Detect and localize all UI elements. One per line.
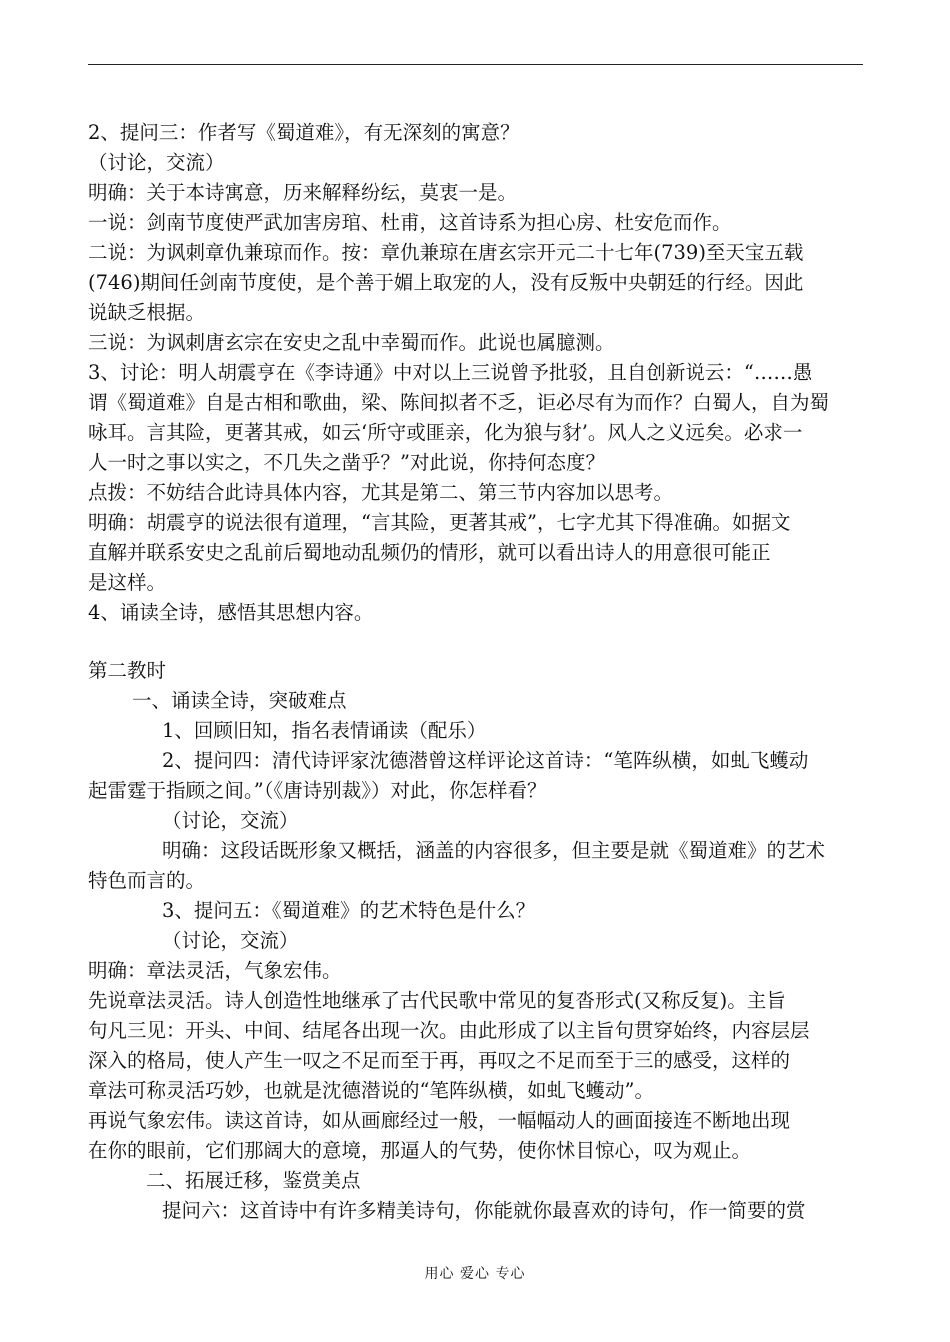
- text-line: 深入的格局，使人产生一叹之不足而至于再，再叹之不足而至于三的感受，这样的: [88, 1049, 791, 1072]
- text-line: 咏耳。言其险，更著其戒，如云‘所守或匪亲，化为狼与豺’。风人之义远矣。必求一: [88, 421, 803, 444]
- text-line: 第二教时: [88, 659, 167, 682]
- text-line: 二、拓展迁移，鉴赏美点: [146, 1169, 361, 1192]
- text-line: 特色而言的。: [88, 869, 206, 892]
- text-line: (746)期间任剑南节度使，是个善于媚上取宠的人，没有反叛中央朝廷的行经。因此: [88, 271, 804, 294]
- text-line: 明确：这段话既形象又概括，涵盖的内容很多，但主要是就《蜀道难》的艺术: [162, 839, 826, 862]
- text-line: 谓《蜀道难》自是古相和歌曲，梁、陈间拟者不乏，讵必尽有为而作？白蜀人，自为蜀: [88, 391, 830, 414]
- text-line: 二说：为讽刺章仇兼琼而作。按：章仇兼琼在唐玄宗开元二十七年(739)至天宝五载: [88, 241, 804, 264]
- text-line: 三说：为讽刺唐玄宗在安史之乱中幸蜀而作。此说也属臆测。: [88, 331, 615, 354]
- header-rule: [88, 64, 863, 65]
- text-line: 直解并联系安史之乱前后蜀地动乱频仍的情形，就可以看出诗人的用意很可能正: [88, 541, 771, 564]
- text-line: 一、诵读全诗，突破难点: [132, 689, 347, 712]
- text-line: 句凡三见：开头、中间、结尾各出现一次。由此形成了以主旨句贯穿始终，内容层层: [88, 1019, 810, 1042]
- document-body: [88, 118, 866, 1226]
- text-line: 一说：剑南节度使严武加害房琯、杜甫，这首诗系为担心房、杜安危而作。: [88, 211, 732, 234]
- page-footer: 用心 爱心 专心: [424, 1266, 526, 1282]
- text-line: （讨论，交流）: [162, 809, 299, 832]
- text-line: 人一时之事以实之，不几失之凿乎？”对此说，你持何态度？: [88, 451, 605, 474]
- text-line: （讨论，交流）: [88, 151, 225, 174]
- text-line: （讨论，交流）: [162, 929, 299, 952]
- text-line: 2、提问四：清代诗评家沈德潜曾这样评论这首诗：“笔阵纵横，如虬飞蠖动: [162, 749, 809, 772]
- text-line: 1、回顾旧知，指名表情诵读（配乐）: [162, 719, 487, 742]
- text-line: 2、提问三：作者写《蜀道难》，有无深刻的寓意？: [88, 121, 520, 144]
- text-line: 说缺乏根据。: [88, 301, 206, 324]
- text-line: 明确：关于本诗寓意，历来解释纷纭，莫衷一是。: [88, 181, 518, 204]
- text-line: 在你的眼前，它们那阔大的意境，那逼人的气势，使你怵目惊心，叹为观止。: [88, 1139, 752, 1162]
- text-line: 3、讨论：明人胡震亨在《李诗通》中对以上三说曾予批驳，且自创新说云：“……愚: [88, 361, 813, 384]
- text-line: 4、诵读全诗，感悟其思想内容。: [88, 601, 374, 624]
- text-line: 3、提问五：《蜀道难》的艺术特色是什么？: [162, 899, 536, 922]
- text-line: 再说气象宏伟。读这首诗，如从画廊经过一般，一幅幅动人的画面接连不断地出现: [88, 1109, 791, 1132]
- text-line: 明确：章法灵活，气象宏伟。: [88, 959, 342, 982]
- blank-line: [88, 628, 866, 656]
- text-line: 是这样。: [88, 571, 167, 594]
- text-line: 提问六：这首诗中有许多精美诗句，你能就你最喜欢的诗句，作一简要的赏: [162, 1199, 806, 1222]
- text-line: 明确：胡震亨的说法很有道理，“言其险，更著其戒”，七字尤其下得准确。如据文: [88, 511, 791, 534]
- text-line: 起雷霆于指顾之间。”（《唐诗别裁》）对此，你怎样看？: [88, 779, 547, 802]
- text-line: 章法可称灵活巧妙，也就是沈德潜说的“笔阵纵横，如虬飞蠖动”。: [88, 1079, 654, 1102]
- text-line: 先说章法灵活。诗人创造性地继承了古代民歌中常见的复沓形式(又称反复)。主旨: [88, 989, 786, 1012]
- text-line: 点拨：不妨结合此诗具体内容，尤其是第二、第三节内容加以思考。: [88, 481, 674, 504]
